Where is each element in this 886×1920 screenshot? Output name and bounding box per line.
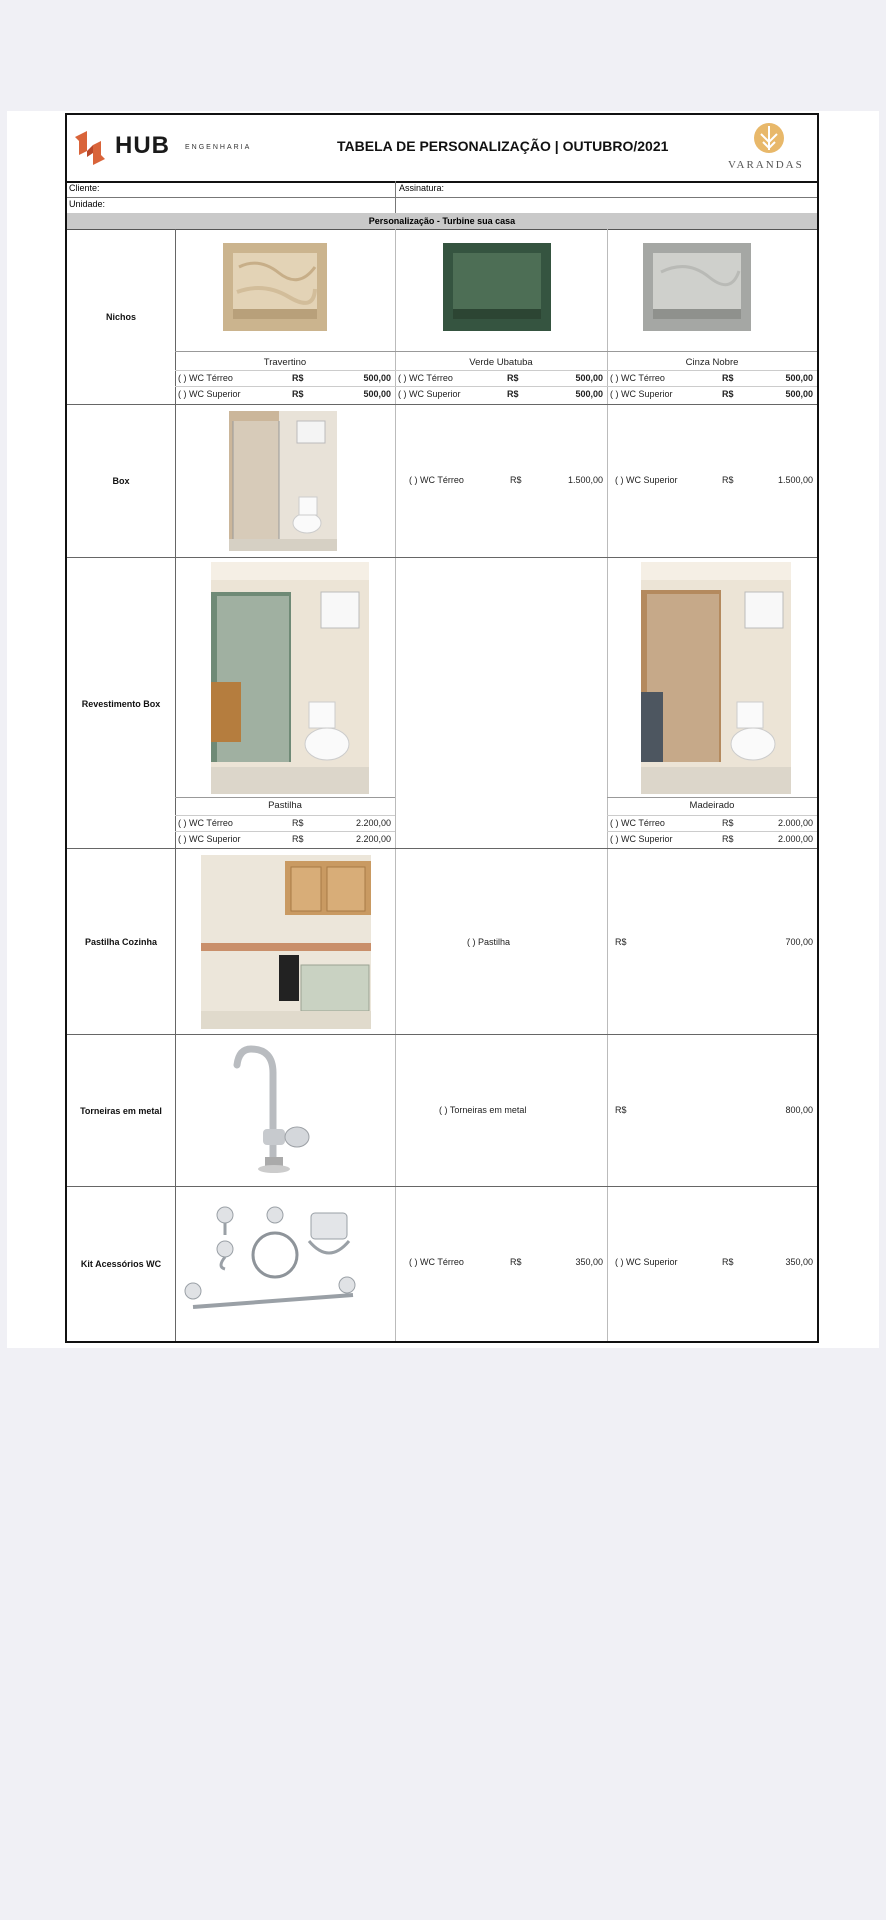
travertino-niche-image: [219, 237, 331, 337]
revestimento-section: [67, 558, 817, 849]
price-value: 1.500,00: [567, 475, 603, 485]
nichos-label: Nichos: [105, 311, 136, 322]
currency-label: R$: [722, 389, 734, 399]
currency-label: R$: [722, 373, 734, 383]
price-value: 350,00: [575, 1257, 603, 1267]
option-checkbox[interactable]: ( ) WC Superior: [615, 475, 678, 485]
price-value: 500,00: [785, 373, 813, 383]
table-header: [67, 115, 817, 183]
currency-label: R$: [722, 818, 734, 828]
option-checkbox[interactable]: ( ) WC Superior: [615, 1257, 678, 1267]
option-checkbox[interactable]: ( ) WC Superior: [398, 389, 461, 399]
kit-section: [67, 1187, 817, 1341]
revestimento-name: Madeirado: [689, 800, 735, 811]
revestimento-label: Revestimento Box: [81, 698, 161, 709]
box-shower-image: [229, 411, 337, 551]
accessories-kit-image: [183, 1195, 389, 1335]
currency-label: R$: [510, 475, 522, 485]
nicho-name: Verde Ubatuba: [469, 357, 533, 368]
option-checkbox[interactable]: ( ) WC Superior: [178, 389, 241, 399]
price-value: 700,00: [785, 937, 813, 947]
pastilha-cozinha-section: [67, 849, 817, 1035]
currency-label: R$: [292, 834, 304, 844]
option-checkbox[interactable]: ( ) WC Térreo: [178, 373, 233, 383]
section-band: Personalização - Turbine sua casa: [67, 213, 817, 230]
torneiras-label: Torneiras em metal: [80, 1105, 162, 1116]
page-title: TABELA DE PERSONALIZAÇÃO | OUTUBRO/2021: [337, 138, 669, 154]
price-value: 1.500,00: [777, 475, 813, 485]
nichos-section: [67, 229, 817, 405]
varandas-brand: VARANDAS: [728, 159, 804, 171]
verde-ubatuba-niche-image: [439, 237, 555, 337]
currency-label: R$: [722, 475, 734, 485]
option-checkbox[interactable]: ( ) WC Superior: [610, 389, 673, 399]
varandas-emblem-icon: [749, 120, 789, 156]
unidade-row: [67, 197, 817, 214]
option-checkbox[interactable]: ( ) WC Térreo: [398, 373, 453, 383]
kitchen-image: [201, 855, 371, 1029]
price-value: 800,00: [785, 1105, 813, 1115]
assinatura-label: Assinatura:: [399, 183, 445, 193]
unidade-label: Unidade:: [69, 199, 106, 209]
currency-label: R$: [510, 1257, 522, 1267]
pastilha-cozinha-label: Pastilha Cozinha: [84, 936, 157, 947]
cliente-row: [67, 181, 817, 198]
currency-label: R$: [292, 373, 304, 383]
nicho-name: Travertino: [263, 357, 307, 368]
hub-logo-icon: [69, 127, 111, 169]
currency-label: R$: [507, 389, 519, 399]
nicho-name: Cinza Nobre: [685, 357, 739, 368]
price-value: 350,00: [785, 1257, 813, 1267]
option-checkbox[interactable]: ( ) WC Térreo: [409, 475, 464, 485]
option-checkbox[interactable]: ( ) Torneiras em metal: [439, 1105, 527, 1115]
price-value: 500,00: [575, 373, 603, 383]
currency-label: R$: [615, 1105, 627, 1115]
hub-brand-sub: ENGENHARIA: [185, 144, 252, 151]
kit-label: Kit Acessórios WC: [80, 1259, 162, 1269]
cliente-label: Cliente:: [69, 183, 100, 193]
price-value: 2.000,00: [777, 834, 813, 844]
price-value: 2.000,00: [777, 818, 813, 828]
currency-label: R$: [615, 937, 627, 947]
madeirado-box-image: [641, 562, 791, 794]
price-value: 2.200,00: [355, 834, 391, 844]
price-value: 500,00: [785, 389, 813, 399]
revestimento-name: Pastilha: [268, 800, 302, 811]
option-checkbox[interactable]: ( ) WC Térreo: [178, 818, 233, 828]
price-value: 500,00: [575, 389, 603, 399]
torneiras-section: [67, 1035, 817, 1187]
currency-label: R$: [722, 1257, 734, 1267]
currency-label: R$: [507, 373, 519, 383]
currency-label: R$: [292, 389, 304, 399]
option-checkbox[interactable]: ( ) WC Térreo: [610, 818, 665, 828]
option-checkbox[interactable]: ( ) WC Térreo: [610, 373, 665, 383]
option-checkbox[interactable]: ( ) WC Superior: [610, 834, 673, 844]
personalization-table: [65, 113, 819, 1343]
price-value: 2.200,00: [355, 818, 391, 828]
hub-brand: HUB: [115, 132, 170, 159]
box-section: [67, 405, 817, 558]
option-checkbox[interactable]: ( ) WC Superior: [178, 834, 241, 844]
cinza-nobre-niche-image: [639, 237, 755, 337]
currency-label: R$: [722, 834, 734, 844]
pastilha-box-image: [211, 562, 369, 794]
price-value: 500,00: [363, 389, 391, 399]
box-label: Box: [112, 476, 130, 486]
faucet-image: [231, 1043, 331, 1175]
currency-label: R$: [292, 818, 304, 828]
option-checkbox[interactable]: ( ) WC Térreo: [409, 1257, 464, 1267]
price-value: 500,00: [363, 373, 391, 383]
option-checkbox[interactable]: ( ) Pastilha: [467, 937, 511, 947]
